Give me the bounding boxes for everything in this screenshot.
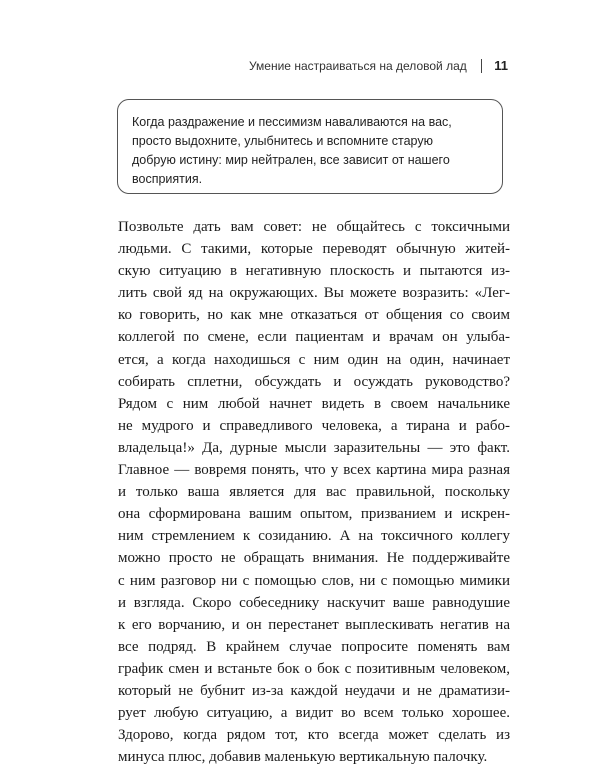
body-paragraph [118, 216, 510, 768]
page-number: 11 [494, 58, 508, 73]
callout-line: восприятия. [132, 172, 203, 186]
body-line: владельца!» Да, дурные мысли заразительны — это факт. [118, 439, 510, 456]
body-line: ним стремлением к созиданию. А на токсичного коллегу [118, 528, 510, 545]
body-line: и только ваша является для вас правильной, поскольку [118, 484, 510, 501]
body-line: можно просто не обращать внимания. Не поддерживайте [118, 550, 510, 567]
body-line: людьми. С такими, которые переводят обычную житей- [118, 241, 510, 258]
body-line: коллегой по смене, если пациентам и врачам он улыба- [118, 329, 510, 346]
body-line: Рядом с ним любой начнет видеть в своем начальнике [118, 395, 510, 412]
header-divider [481, 59, 483, 73]
body-line: не мудрого и справедливого человека, а тирана и рабо- [118, 417, 510, 434]
body-line: все подряд. В крайнем случае попросите поменять вам [118, 638, 510, 655]
body-line: ко говорить, но как мне отказаться от общения со своим [118, 307, 510, 324]
body-line: ется, а когда находишься с ним один на один, начинает [118, 351, 510, 368]
running-head [249, 58, 508, 73]
body-line: график смен и встаньте бок о бок с позитивным человеком, [118, 660, 510, 677]
running-title: Умение настраиваться на деловой лад [248, 58, 467, 73]
body-line: минуса плюс, добавив маленькую вертикальную палочку. [118, 749, 488, 766]
body-line: она сформирована вашим опытом, призванием и искрен- [118, 506, 510, 523]
callout-line: Когда раздражение и пессимизм наваливаются на вас, [132, 115, 452, 129]
body-line: и взгляда. Скоро собеседнику наскучит ваше равнодушие [118, 594, 510, 611]
body-line: который не бубнит из-за каждой неудачи и не драматизи- [118, 682, 510, 699]
callout-line: добрую истину: мир нейтрален, все зависит от нашего [132, 153, 450, 167]
body-line: скую ситуацию в негативную плоскость и пытаются из- [118, 263, 510, 280]
body-line: Главное — вовремя понять, что у всех картина мира разная [118, 462, 510, 479]
body-line: рует любую ситуацию, а видит во всем только хорошее. [118, 705, 510, 722]
body-line: лить свой яд на окружающих. Вы можете возразить: «Лег- [118, 285, 510, 302]
body-line: с ним разговор ни с помощью слов, ни с помощью мимики [118, 572, 510, 589]
body-line: Здорово, когда рядом тот, кто всегда может сделать из [118, 727, 510, 744]
callout-box [117, 99, 503, 194]
body-line: собирать сплетни, обсуждать и осуждать руководство? [118, 373, 510, 390]
body-line: Позвольте дать вам совет: не общайтесь с токсичными [118, 219, 510, 235]
callout-line: просто выдохните, улыбнитесь и вспомните старую [132, 134, 433, 148]
body-line: к его ворчанию, и он перестанет выплескивать негатив на [118, 616, 510, 633]
